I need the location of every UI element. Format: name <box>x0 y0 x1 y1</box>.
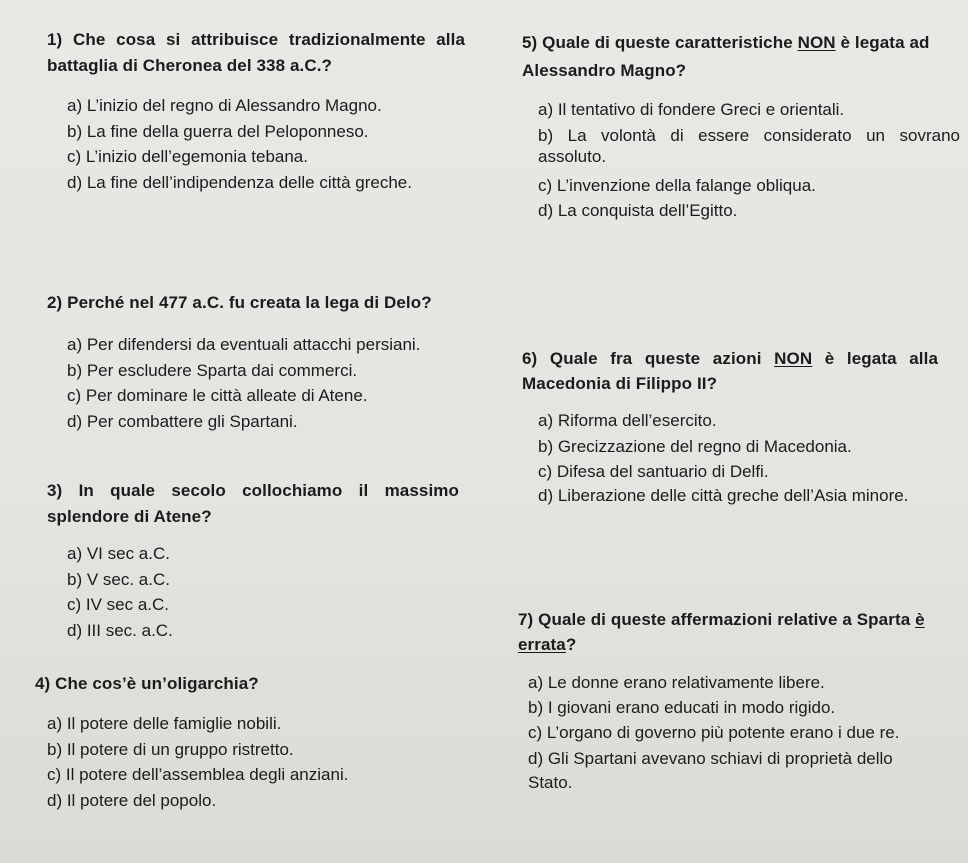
option-a: a) Le donne erano relativamente libere. <box>528 673 825 692</box>
question-4-options <box>47 711 475 813</box>
question-5-title <box>522 29 960 85</box>
option-c: c) Per dominare le città alleate di Atene. <box>67 386 368 405</box>
option-a: a) Riforma dell’esercito. <box>538 411 717 430</box>
question-3-title: 3) In quale secolo collochiamo il massimo splendore di Atene? <box>47 481 459 526</box>
question-6 <box>522 346 938 506</box>
option-b: b) Grecizzazione del regno di Macedonia. <box>538 436 852 456</box>
option-c: c) Il potere dell’assemblea degli anziani. <box>47 765 349 784</box>
option-d: d) Il potere del popolo. <box>47 790 217 810</box>
question-7-options <box>528 669 938 795</box>
option-c: c) L’inizio dell’egemonia tebana. <box>67 147 308 166</box>
option-c: c) L’organo di governo più potente erano i due re. <box>528 723 900 742</box>
question-6-title <box>522 346 938 396</box>
option-a: a) L’inizio del regno di Alessandro Magno. <box>67 96 382 115</box>
question-6-title-end: è legata alla Macedonia di Filippo II? <box>522 349 938 393</box>
question-4-title: 4) Che cos’è un’oligarchia? <box>35 674 259 693</box>
question-3 <box>47 478 459 643</box>
question-1-options <box>67 93 465 195</box>
question-2-title: 2) Perché nel 477 a.C. fu creata la lega di Delo? <box>47 293 432 312</box>
question-5-title-start: 5) Quale di queste caratteristiche <box>522 33 798 52</box>
question-5-emphasis: NON <box>797 33 836 52</box>
option-b: b) La volontà di essere considerato un sovrano assoluto. <box>538 125 960 166</box>
option-b: b) V sec. a.C. <box>67 569 170 589</box>
question-7-title <box>518 607 948 657</box>
option-c: c) L’invenzione della falange obliqua. <box>538 175 816 195</box>
question-5 <box>522 29 960 224</box>
question-6-options <box>538 408 938 506</box>
question-1-title: 1) Che cosa si attribuisce tradizionalmente alla battaglia di Cheronea del 338 a.C.? <box>47 30 465 75</box>
option-d: d) Liberazione delle città greche dell’Asia minore. <box>538 485 909 505</box>
option-b: b) Per escludere Sparta dai commerci. <box>67 360 358 380</box>
question-5-title-end: è legata ad Alessandro Magno? <box>522 33 930 80</box>
question-5-options <box>538 97 960 224</box>
question-6-emphasis: NON <box>774 349 813 368</box>
option-b: b) I giovani erano educati in modo rigido. <box>528 698 836 717</box>
option-a: a) Per difendersi da eventuali attacchi persiani. <box>67 335 421 354</box>
option-d: d) Gli Spartani avevano schiavi di proprietà dello Stato. <box>528 749 893 792</box>
option-c: c) Difesa del santuario di Delfi. <box>538 462 769 481</box>
question-7 <box>518 607 948 795</box>
option-d: d) La conquista dell’Egitto. <box>538 201 738 220</box>
question-4 <box>35 673 475 813</box>
option-a: a) Il tentativo di fondere Greci e orientali. <box>538 100 845 119</box>
option-a: a) Il potere delle famiglie nobili. <box>47 714 282 733</box>
question-7-title-end: ? <box>565 635 577 654</box>
question-7-title-start: 7) Quale di queste affermazioni relative a Sparta <box>518 610 916 629</box>
question-6-title-start: 6) Quale fra queste azioni <box>522 349 775 368</box>
question-3-options <box>67 541 459 643</box>
option-b: b) Il potere di un gruppo ristretto. <box>47 739 294 759</box>
option-c: c) IV sec a.C. <box>67 595 170 614</box>
option-d: d) La fine dell’indipendenza delle città greche. <box>67 172 412 192</box>
option-a: a) VI sec a.C. <box>67 544 170 563</box>
option-d: d) Per combattere gli Spartani. <box>67 411 298 431</box>
question-1 <box>47 27 465 195</box>
option-b: b) La fine della guerra del Peloponneso. <box>67 121 369 141</box>
question-7-emphasis: è errata <box>518 610 925 654</box>
option-d: d) III sec. a.C. <box>67 620 173 640</box>
question-2 <box>47 292 487 434</box>
question-2-options <box>67 332 487 434</box>
